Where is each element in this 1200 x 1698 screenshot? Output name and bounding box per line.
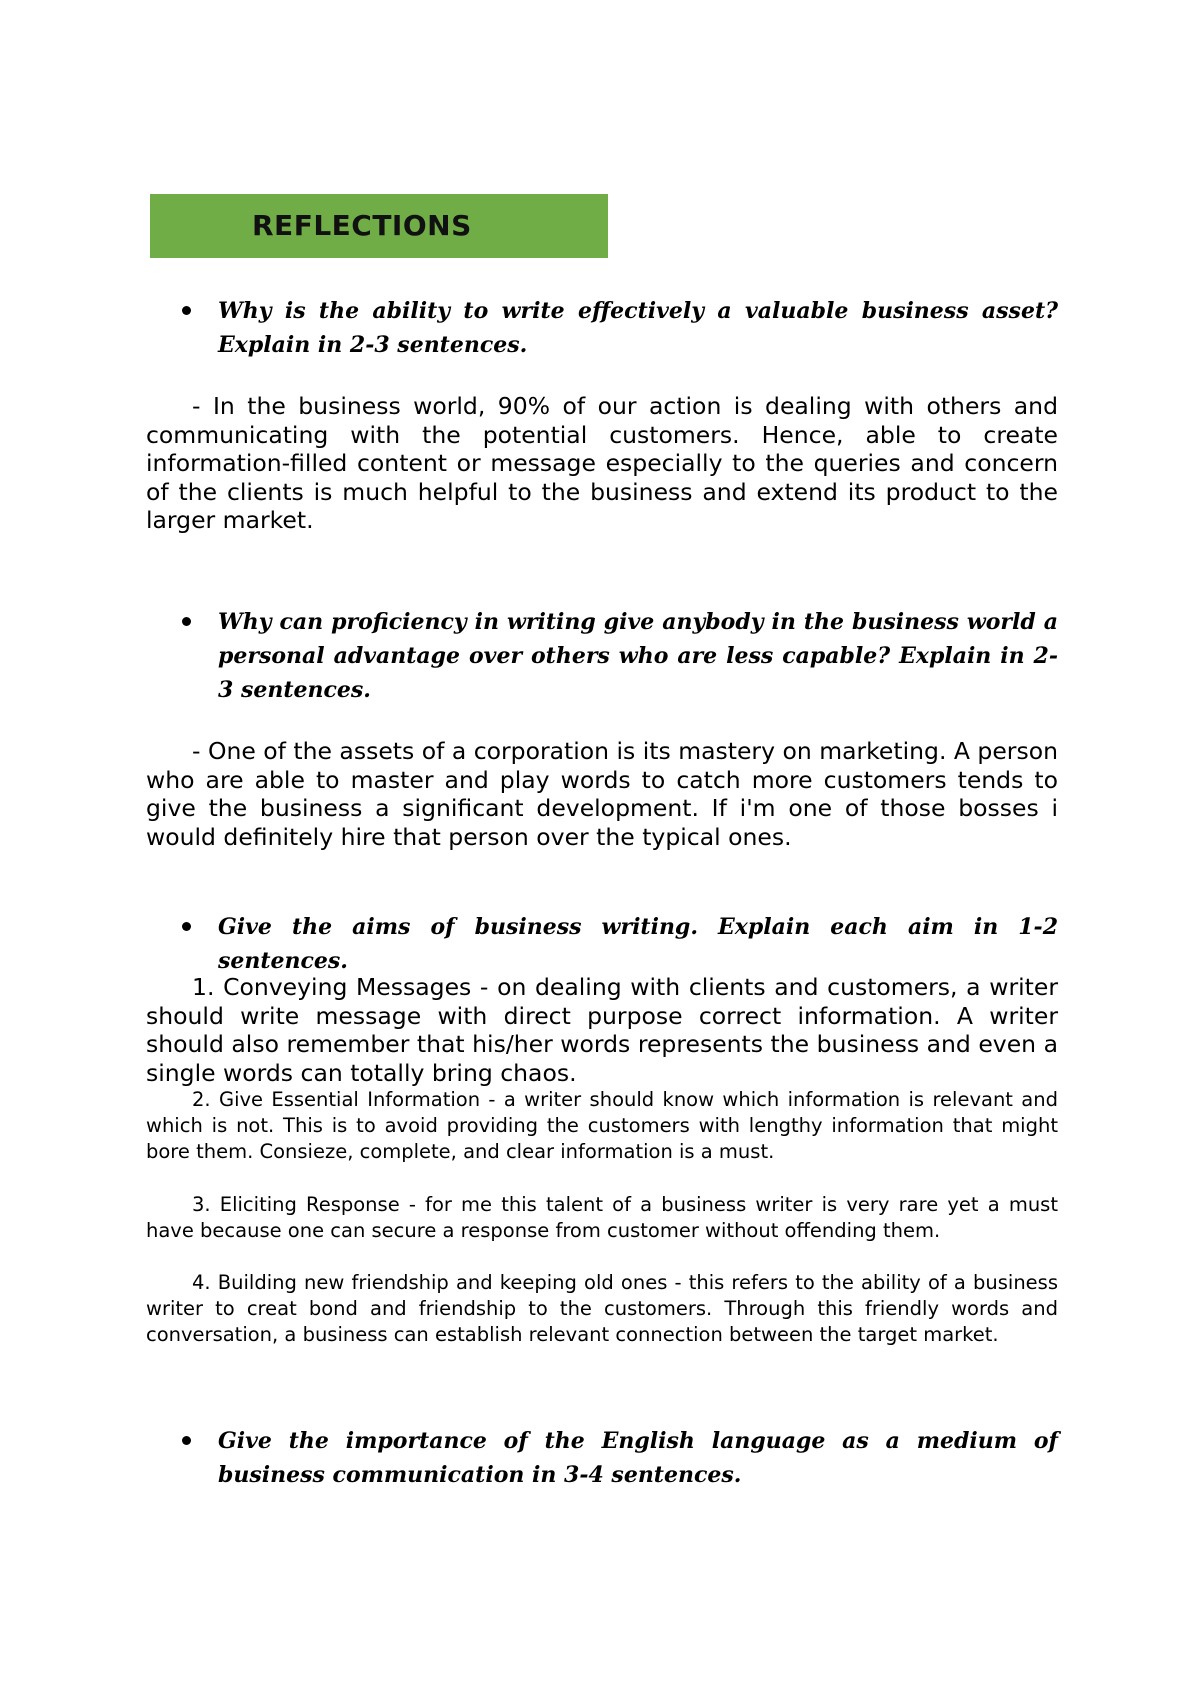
answer-2-text: - One of the assets of a corporation is its mastery on marketing. A person who are able to master and play words to catch more customers tends to give the business a significant development. If i'm one of those bosses i would definitely hire that person over the typical ones. bbox=[146, 737, 1058, 851]
answer-1-text: - In the business world, 90% of our action is dealing with others and communicating with the potential customers. Hence, able to create information-filled content or message especially to the queries and concern of the clients is much helpful to the business and extend its product to the larger market. bbox=[146, 392, 1058, 534]
aim-1-text: 1. Conveying Messages - on dealing with clients and customers, a writer should write message with direct purpose correct information. A writer should also remember that his/her words represents the business and even a single words can totally bring chaos. bbox=[146, 973, 1058, 1087]
aim-4 bbox=[146, 1270, 1058, 1347]
answer-2 bbox=[146, 737, 1058, 851]
aim-1 bbox=[146, 973, 1058, 1087]
aim-2 bbox=[146, 1087, 1058, 1164]
reflections-banner bbox=[150, 194, 608, 258]
answer-1 bbox=[146, 392, 1058, 535]
question-4: Give the importance of the English language as a medium of business communication in 3-4 sentences. bbox=[218, 1428, 1058, 1488]
question-1: Why is the ability to write effectively a valuable business asset? Explain in 2-3 sentences. bbox=[218, 298, 1058, 358]
bullet-icon bbox=[182, 1436, 191, 1445]
aim-3-text: 3. Eliciting Response - for me this talent of a business writer is very rare yet a must have because one can secure a response from customer without offending them. bbox=[146, 1193, 1058, 1242]
bullet-icon bbox=[182, 617, 191, 626]
aim-4-text: 4. Building new friendship and keeping old ones - this refers to the ability of a business writer to creat bond and friendship to the customers. Through this friendly words and conversation, a business can establish relevant connection between the target market. bbox=[146, 1271, 1058, 1346]
question-3: Give the aims of business writing. Explain each aim in 1-2 sentences. bbox=[218, 914, 1058, 974]
banner-title: REFLECTIONS bbox=[252, 209, 472, 242]
bullet-icon bbox=[182, 306, 191, 315]
aim-3 bbox=[146, 1192, 1058, 1244]
bullet-icon bbox=[182, 922, 191, 931]
aim-2-text: 2. Give Essential Information - a writer should know which information is relevant and which is not. This is to avoid providing the customers with lengthy information that might bore them. Consieze, complete, and clear information is a must. bbox=[146, 1088, 1058, 1163]
question-2: Why can proficiency in writing give anybody in the business world a personal advantage over others who are less capable? Explain in 2-3 sentences. bbox=[218, 609, 1058, 703]
